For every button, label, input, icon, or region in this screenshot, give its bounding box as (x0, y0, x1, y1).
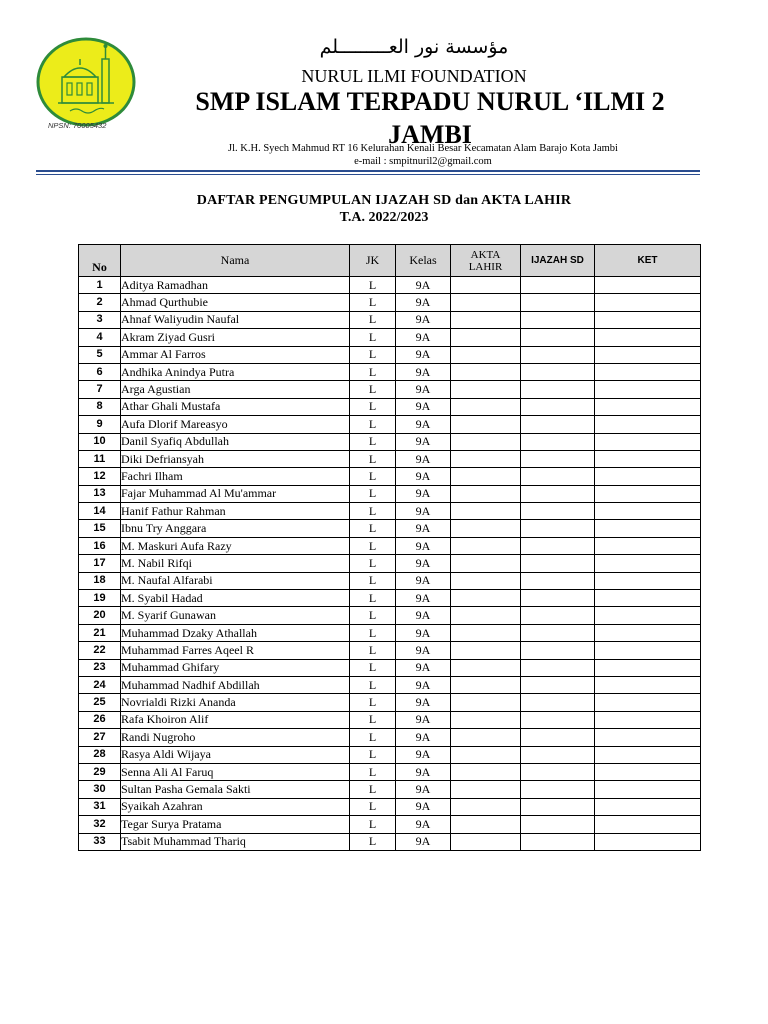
row-ket (595, 676, 701, 693)
row-ket (595, 746, 701, 763)
table-row (79, 590, 701, 607)
row-ijazah-sd (521, 294, 595, 311)
row-ket (595, 468, 701, 485)
table-row (79, 676, 701, 693)
row-ket (595, 277, 701, 294)
row-jk: L (350, 277, 396, 294)
table-row (79, 381, 701, 398)
table-row (79, 485, 701, 502)
table-row (79, 311, 701, 328)
document-subtitle: T.A. 2022/2023 (339, 210, 429, 225)
row-nama: M. Nabil Rifqi (121, 555, 350, 572)
row-ijazah-sd (521, 781, 595, 798)
row-ijazah-sd (521, 520, 595, 537)
row-ket (595, 572, 701, 589)
row-akta-lahir (451, 381, 521, 398)
table-row (79, 711, 701, 728)
row-ket (595, 520, 701, 537)
row-nama: Muhammad Ghifary (121, 659, 350, 676)
row-kelas: 9A (396, 329, 451, 346)
row-jk: L (350, 624, 396, 641)
table-row (79, 398, 701, 415)
row-akta-lahir (451, 572, 521, 589)
row-kelas: 9A (396, 729, 451, 746)
row-nama: Arga Agustian (121, 381, 350, 398)
row-kelas: 9A (396, 763, 451, 780)
row-akta-lahir (451, 503, 521, 520)
row-kelas: 9A (396, 624, 451, 641)
row-nama: Rafa Khoiron Alif (121, 711, 350, 728)
row-ket (595, 694, 701, 711)
row-kelas: 9A (396, 311, 451, 328)
document-title: DAFTAR PENGUMPULAN IJAZAH SD dan AKTA LAHIR (196, 193, 572, 208)
row-jk: L (350, 311, 396, 328)
row-ket (595, 329, 701, 346)
table-row (79, 642, 701, 659)
row-jk: L (350, 329, 396, 346)
row-ket (595, 816, 701, 833)
row-nama: Andhika Anindya Putra (121, 363, 350, 380)
header-nama: Nama (121, 245, 350, 277)
row-no: 32 (79, 816, 121, 833)
table-row (79, 416, 701, 433)
row-jk: L (350, 676, 396, 693)
row-jk: L (350, 537, 396, 554)
row-no: 6 (79, 363, 121, 380)
row-ket (595, 555, 701, 572)
table-row (79, 746, 701, 763)
row-jk: L (350, 468, 396, 485)
row-ijazah-sd (521, 329, 595, 346)
row-akta-lahir (451, 555, 521, 572)
table-row (79, 294, 701, 311)
row-jk: L (350, 711, 396, 728)
row-ket (595, 433, 701, 450)
row-ijazah-sd (521, 555, 595, 572)
row-akta-lahir (451, 711, 521, 728)
row-jk: L (350, 381, 396, 398)
header-ijazah-sd: IJAZAH SD (521, 245, 595, 277)
row-jk: L (350, 798, 396, 815)
row-kelas: 9A (396, 485, 451, 502)
row-ket (595, 381, 701, 398)
header-no: No (79, 245, 121, 277)
row-ijazah-sd (521, 763, 595, 780)
row-jk: L (350, 485, 396, 502)
row-nama: Fajar Muhammad Al Mu'ammar (121, 485, 350, 502)
row-ket (595, 833, 701, 850)
row-no: 24 (79, 676, 121, 693)
row-jk: L (350, 520, 396, 537)
row-kelas: 9A (396, 659, 451, 676)
row-kelas: 9A (396, 381, 451, 398)
row-nama: Akram Ziyad Gusri (121, 329, 350, 346)
row-ijazah-sd (521, 833, 595, 850)
row-nama: Tsabit Muhammad Thariq (121, 833, 350, 850)
row-ijazah-sd (521, 816, 595, 833)
row-ijazah-sd (521, 746, 595, 763)
row-jk: L (350, 590, 396, 607)
row-jk: L (350, 572, 396, 589)
row-kelas: 9A (396, 433, 451, 450)
table-row (79, 694, 701, 711)
row-no: 26 (79, 711, 121, 728)
row-ket (595, 294, 701, 311)
row-kelas: 9A (396, 711, 451, 728)
row-ket (595, 311, 701, 328)
row-kelas: 9A (396, 642, 451, 659)
row-ket (595, 416, 701, 433)
row-no: 1 (79, 277, 121, 294)
row-nama: Tegar Surya Pratama (121, 816, 350, 833)
table-header-row (79, 245, 701, 277)
school-address: Jl. K.H. Syech Mahmud RT 16 Kelurahan Kenali Besar Kecamatan Alam Barajo Kota Jambi (228, 143, 618, 154)
row-jk: L (350, 346, 396, 363)
row-no: 30 (79, 781, 121, 798)
table-row (79, 537, 701, 554)
row-nama: Muhammad Dzaky Athallah (121, 624, 350, 641)
row-nama: M. Syabil Hadad (121, 590, 350, 607)
row-jk: L (350, 294, 396, 311)
table-row (79, 659, 701, 676)
row-ket (595, 590, 701, 607)
row-akta-lahir (451, 416, 521, 433)
row-akta-lahir (451, 642, 521, 659)
table-row (79, 433, 701, 450)
row-kelas: 9A (396, 416, 451, 433)
row-kelas: 9A (396, 468, 451, 485)
row-no: 33 (79, 833, 121, 850)
header-divider-thin (36, 174, 700, 175)
row-akta-lahir (451, 329, 521, 346)
row-akta-lahir (451, 624, 521, 641)
row-kelas: 9A (396, 346, 451, 363)
row-jk: L (350, 659, 396, 676)
row-nama: Danil Syafiq Abdullah (121, 433, 350, 450)
row-ijazah-sd (521, 798, 595, 815)
row-no: 31 (79, 798, 121, 815)
row-akta-lahir (451, 363, 521, 380)
row-ijazah-sd (521, 676, 595, 693)
row-akta-lahir (451, 520, 521, 537)
row-nama: M. Naufal Alfarabi (121, 572, 350, 589)
row-ijazah-sd (521, 642, 595, 659)
table-row (79, 503, 701, 520)
row-kelas: 9A (396, 676, 451, 693)
row-ijazah-sd (521, 694, 595, 711)
row-kelas: 9A (396, 781, 451, 798)
table-row (79, 607, 701, 624)
row-ijazah-sd (521, 277, 595, 294)
table-row (79, 555, 701, 572)
row-nama: Fachri Ilham (121, 468, 350, 485)
logo-npsn-label: NPSN: 70005432 (48, 121, 107, 130)
row-no: 10 (79, 433, 121, 450)
header-akta-lahir (451, 245, 521, 277)
header-akta-line1: AKTA (470, 248, 501, 261)
row-akta-lahir (451, 433, 521, 450)
row-nama: M. Syarif Gunawan (121, 607, 350, 624)
row-jk: L (350, 433, 396, 450)
row-jk: L (350, 833, 396, 850)
row-no: 3 (79, 311, 121, 328)
table-row (79, 346, 701, 363)
row-kelas: 9A (396, 363, 451, 380)
table-row (79, 277, 701, 294)
row-ijazah-sd (521, 485, 595, 502)
row-no: 7 (79, 381, 121, 398)
row-akta-lahir (451, 311, 521, 328)
row-ijazah-sd (521, 607, 595, 624)
row-ijazah-sd (521, 468, 595, 485)
header-divider (36, 170, 700, 172)
row-no: 19 (79, 590, 121, 607)
row-akta-lahir (451, 833, 521, 850)
row-akta-lahir (451, 590, 521, 607)
row-ket (595, 798, 701, 815)
row-no: 12 (79, 468, 121, 485)
row-no: 22 (79, 642, 121, 659)
row-kelas: 9A (396, 398, 451, 415)
row-no: 4 (79, 329, 121, 346)
table-row (79, 729, 701, 746)
row-akta-lahir (451, 294, 521, 311)
row-ijazah-sd (521, 311, 595, 328)
row-nama: Syaikah Azahran (121, 798, 350, 815)
row-no: 20 (79, 607, 121, 624)
row-jk: L (350, 781, 396, 798)
row-ket (595, 642, 701, 659)
row-ket (595, 485, 701, 502)
row-akta-lahir (451, 537, 521, 554)
row-nama: Hanif Fathur Rahman (121, 503, 350, 520)
row-no: 9 (79, 416, 121, 433)
row-ijazah-sd (521, 590, 595, 607)
row-no: 11 (79, 450, 121, 467)
row-jk: L (350, 729, 396, 746)
row-no: 28 (79, 746, 121, 763)
row-akta-lahir (451, 763, 521, 780)
row-ket (595, 763, 701, 780)
row-no: 2 (79, 294, 121, 311)
table-row (79, 450, 701, 467)
row-nama: Ahnaf Waliyudin Naufal (121, 311, 350, 328)
row-ket (595, 537, 701, 554)
row-ijazah-sd (521, 346, 595, 363)
row-ijazah-sd (521, 363, 595, 380)
row-nama: Aufa Dlorif Mareasyo (121, 416, 350, 433)
table-row (79, 363, 701, 380)
school-name-line2: JAMBI (388, 120, 472, 149)
row-akta-lahir (451, 816, 521, 833)
row-nama: Senna Ali Al Faruq (121, 763, 350, 780)
row-akta-lahir (451, 729, 521, 746)
row-kelas: 9A (396, 450, 451, 467)
row-no: 15 (79, 520, 121, 537)
row-kelas: 9A (396, 520, 451, 537)
row-kelas: 9A (396, 277, 451, 294)
table-row (79, 781, 701, 798)
row-nama: Athar Ghali Mustafa (121, 398, 350, 415)
row-kelas: 9A (396, 816, 451, 833)
row-no: 5 (79, 346, 121, 363)
row-no: 16 (79, 537, 121, 554)
row-no: 17 (79, 555, 121, 572)
row-akta-lahir (451, 781, 521, 798)
row-ijazah-sd (521, 624, 595, 641)
row-ket (595, 729, 701, 746)
row-kelas: 9A (396, 294, 451, 311)
row-akta-lahir (451, 485, 521, 502)
row-ket (595, 363, 701, 380)
row-nama: Randi Nugroho (121, 729, 350, 746)
table-row (79, 624, 701, 641)
row-nama: Aditya Ramadhan (121, 277, 350, 294)
row-kelas: 9A (396, 572, 451, 589)
table-row (79, 468, 701, 485)
arabic-foundation-name: مؤسسة نور العـــــــــلم (319, 36, 509, 58)
row-nama: Sultan Pasha Gemala Sakti (121, 781, 350, 798)
table-row (79, 816, 701, 833)
row-akta-lahir (451, 468, 521, 485)
table-row (79, 572, 701, 589)
student-table (78, 244, 701, 851)
row-kelas: 9A (396, 694, 451, 711)
row-nama: Rasya Aldi Wijaya (121, 746, 350, 763)
header-kelas: Kelas (396, 245, 451, 277)
row-nama: Novrialdi Rizki Ananda (121, 694, 350, 711)
row-no: 29 (79, 763, 121, 780)
row-ket (595, 711, 701, 728)
row-akta-lahir (451, 659, 521, 676)
row-akta-lahir (451, 398, 521, 415)
row-kelas: 9A (396, 607, 451, 624)
row-jk: L (350, 607, 396, 624)
row-ket (595, 346, 701, 363)
row-nama: Ahmad Qurthubie (121, 294, 350, 311)
row-jk: L (350, 450, 396, 467)
row-ket (595, 607, 701, 624)
row-no: 21 (79, 624, 121, 641)
row-no: 13 (79, 485, 121, 502)
row-no: 27 (79, 729, 121, 746)
school-name-line1: SMP ISLAM TERPADU NURUL ‘ILMI 2 (195, 87, 665, 116)
row-jk: L (350, 763, 396, 780)
table-row (79, 763, 701, 780)
row-jk: L (350, 816, 396, 833)
header-akta-line2: LAHIR (468, 260, 503, 273)
row-ijazah-sd (521, 450, 595, 467)
row-nama: Muhammad Nadhif Abdillah (121, 676, 350, 693)
row-kelas: 9A (396, 746, 451, 763)
row-nama: Ammar Al Farros (121, 346, 350, 363)
row-ijazah-sd (521, 659, 595, 676)
row-akta-lahir (451, 450, 521, 467)
row-nama: Ibnu Try Anggara (121, 520, 350, 537)
row-no: 25 (79, 694, 121, 711)
row-ijazah-sd (521, 416, 595, 433)
row-ket (595, 398, 701, 415)
row-ijazah-sd (521, 398, 595, 415)
row-jk: L (350, 503, 396, 520)
row-nama: M. Maskuri Aufa Razy (121, 537, 350, 554)
row-akta-lahir (451, 798, 521, 815)
school-email: e-mail : smpitnuril2@gmail.com (354, 156, 492, 167)
school-name (160, 85, 700, 151)
row-ijazah-sd (521, 572, 595, 589)
row-kelas: 9A (396, 555, 451, 572)
row-kelas: 9A (396, 798, 451, 815)
foundation-name: NURUL ILMI FOUNDATION (301, 66, 527, 86)
row-ket (595, 503, 701, 520)
row-kelas: 9A (396, 590, 451, 607)
table-row (79, 833, 701, 850)
table-row (79, 798, 701, 815)
row-jk: L (350, 642, 396, 659)
row-ket (595, 624, 701, 641)
row-kelas: 9A (396, 833, 451, 850)
row-ijazah-sd (521, 729, 595, 746)
row-ijazah-sd (521, 503, 595, 520)
row-ijazah-sd (521, 381, 595, 398)
row-akta-lahir (451, 277, 521, 294)
row-ket (595, 781, 701, 798)
row-akta-lahir (451, 676, 521, 693)
table-body (79, 277, 701, 851)
row-jk: L (350, 416, 396, 433)
row-kelas: 9A (396, 537, 451, 554)
row-no: 14 (79, 503, 121, 520)
row-ijazah-sd (521, 537, 595, 554)
row-nama: Muhammad Farres Aqeel R (121, 642, 350, 659)
header-ket: KET (595, 245, 701, 277)
row-ket (595, 450, 701, 467)
row-ijazah-sd (521, 711, 595, 728)
row-jk: L (350, 398, 396, 415)
row-jk: L (350, 694, 396, 711)
row-no: 18 (79, 572, 121, 589)
row-nama: Diki Defriansyah (121, 450, 350, 467)
row-jk: L (350, 555, 396, 572)
table-row (79, 329, 701, 346)
row-no: 8 (79, 398, 121, 415)
row-no: 23 (79, 659, 121, 676)
header-jk: JK (350, 245, 396, 277)
table-row (79, 520, 701, 537)
row-jk: L (350, 363, 396, 380)
row-kelas: 9A (396, 503, 451, 520)
row-ket (595, 659, 701, 676)
row-akta-lahir (451, 694, 521, 711)
row-akta-lahir (451, 746, 521, 763)
row-jk: L (350, 746, 396, 763)
row-akta-lahir (451, 346, 521, 363)
row-ijazah-sd (521, 433, 595, 450)
row-akta-lahir (451, 607, 521, 624)
